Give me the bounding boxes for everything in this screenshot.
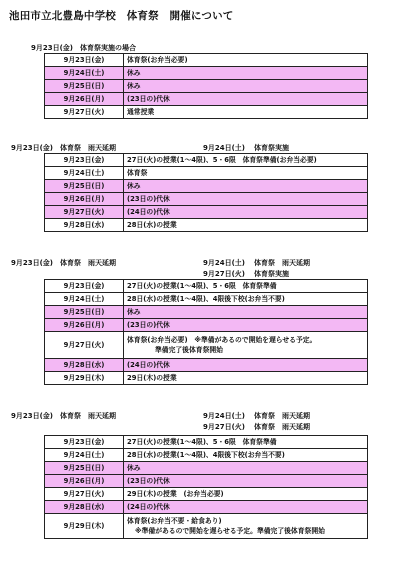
content-cell [124, 293, 368, 306]
table-row [45, 193, 368, 206]
table-row [45, 436, 368, 449]
content-cell [124, 488, 368, 501]
table-row [45, 219, 368, 232]
date-cell: 9月26日(月) [45, 93, 124, 106]
date-cell: 9月24日(土) [45, 167, 124, 180]
content-cell [124, 67, 368, 80]
table-row [45, 514, 368, 539]
section-heading-text: 9月24日(土) [203, 144, 246, 152]
table-row [45, 449, 368, 462]
schedule-table [44, 53, 368, 119]
table-row [45, 306, 368, 319]
table-row [45, 372, 368, 385]
date-cell: 9月26日(月) [45, 475, 124, 488]
section-heading-text: 9月23日(金) 体育祭 雨天延期 [11, 412, 117, 420]
content-text: 28日(水)の授業(1～4限)、4限後下校(お弁当不要) [127, 295, 285, 303]
content-cell [124, 167, 368, 180]
table-row [45, 462, 368, 475]
content-cell [124, 462, 368, 475]
date-cell: 9月27日(火) [45, 488, 124, 501]
section-heading-text: 体育祭 雨天延期 [254, 423, 310, 431]
content-text: 休み [127, 464, 141, 472]
content-text: 29日(木)の授業 [127, 374, 177, 382]
content-cell [124, 501, 368, 514]
date-cell: 9月25日(日) [45, 80, 124, 93]
table-row [45, 93, 368, 106]
table-row [45, 332, 368, 359]
content-text: 休み [127, 308, 141, 316]
content-cell [124, 80, 368, 93]
date-cell: 9月29日(木) [45, 514, 124, 539]
content-text-line2: ※準備があるので開始を遅らせる予定。準備完了後体育祭開始 [135, 527, 325, 535]
section-heading-text: 9月23日(金) 体育祭実施の場合 [31, 44, 137, 52]
content-text: 27日(火)の授業(1～4限)、5・6限 体育祭準備(お弁当必要) [127, 156, 317, 164]
date-cell: 9月25日(日) [45, 306, 124, 319]
table-row [45, 488, 368, 501]
date-cell: 9月23日(金) [45, 280, 124, 293]
content-cell [124, 93, 368, 106]
content-cell [124, 219, 368, 232]
content-text: (24日の)代休 [127, 208, 170, 216]
content-text: 体育祭(お弁当必要) [127, 56, 188, 64]
content-text: 体育祭(お弁当不要・給食あり) [127, 517, 222, 525]
table-row [45, 475, 368, 488]
section-heading-text: 9月27日(火) [203, 270, 246, 278]
table-row [45, 501, 368, 514]
table-row [45, 106, 368, 119]
content-text-line2: 準備完了後体育祭開始 [155, 346, 223, 354]
content-cell [124, 332, 368, 359]
content-text: (23日の)代休 [127, 477, 170, 485]
content-text: (23日の)代休 [127, 195, 170, 203]
section-heading-text: 9月23日(金) 体育祭 雨天延期 [11, 259, 117, 267]
content-text: 休み [127, 82, 141, 90]
document-title: 池田市立北豊島中学校 体育祭 開催について [9, 10, 234, 22]
content-cell [124, 319, 368, 332]
content-cell [124, 206, 368, 219]
section-heading-text: 9月24日(土) [203, 412, 246, 420]
table-row [45, 180, 368, 193]
schedule-table [44, 435, 368, 539]
content-text: 27日(火)の授業(1～4限)、5・6限 体育祭準備 [127, 282, 277, 290]
section-heading-text: 9月27日(火) [203, 423, 246, 431]
table-row [45, 80, 368, 93]
table-row [45, 359, 368, 372]
date-cell: 9月26日(月) [45, 319, 124, 332]
content-cell [124, 154, 368, 167]
schedule-table [44, 153, 368, 232]
table-row [45, 67, 368, 80]
content-text: (24日の)代休 [127, 361, 170, 369]
date-cell: 9月29日(木) [45, 372, 124, 385]
table-row [45, 293, 368, 306]
table-row [45, 280, 368, 293]
section-heading-text: 体育祭実施 [254, 270, 289, 278]
content-cell [124, 193, 368, 206]
date-cell: 9月23日(金) [45, 54, 124, 67]
date-cell: 9月23日(金) [45, 154, 124, 167]
date-cell: 9月24日(土) [45, 67, 124, 80]
content-text: 27日(火)の授業(1～4限)、5・6限 体育祭準備 [127, 438, 277, 446]
content-text: 体育祭 [127, 169, 148, 177]
section-heading-text: 9月24日(土) [203, 259, 246, 267]
table-row [45, 154, 368, 167]
content-text: (23日の)代休 [127, 95, 170, 103]
content-text: 28日(水)の授業(1～4限)、4限後下校(お弁当不要) [127, 451, 285, 459]
content-text: 通常授業 [127, 108, 155, 116]
content-text: (23日の)代休 [127, 321, 170, 329]
table-row [45, 319, 368, 332]
content-cell [124, 280, 368, 293]
table-row [45, 206, 368, 219]
date-cell: 9月28日(水) [45, 501, 124, 514]
content-text: (24日の)代休 [127, 503, 170, 511]
date-cell: 9月28日(水) [45, 219, 124, 232]
content-cell [124, 359, 368, 372]
date-cell: 9月23日(金) [45, 436, 124, 449]
content-cell [124, 436, 368, 449]
date-cell: 9月28日(水) [45, 359, 124, 372]
content-cell [124, 514, 368, 539]
date-cell: 9月26日(月) [45, 193, 124, 206]
content-text: 29日(木)の授業 (お弁当必要) [127, 490, 224, 498]
table-row [45, 54, 368, 67]
content-cell [124, 106, 368, 119]
date-cell: 9月27日(火) [45, 332, 124, 359]
table-row [45, 167, 368, 180]
content-cell [124, 449, 368, 462]
content-text: 休み [127, 69, 141, 77]
content-text: 体育祭(お弁当必要) ※準備があるので開始を遅らせる予定。 [127, 336, 317, 344]
content-cell [124, 372, 368, 385]
content-text: 休み [127, 182, 141, 190]
section-heading-text: 9月23日(金) 体育祭 雨天延期 [11, 144, 117, 152]
date-cell: 9月25日(日) [45, 462, 124, 475]
section-heading-text: 体育祭 雨天延期 [254, 412, 310, 420]
section-heading-text: 体育祭実施 [254, 144, 289, 152]
date-cell: 9月24日(土) [45, 293, 124, 306]
content-text: 28日(水)の授業 [127, 221, 177, 229]
date-cell: 9月27日(火) [45, 106, 124, 119]
date-cell: 9月27日(火) [45, 206, 124, 219]
content-cell [124, 306, 368, 319]
date-cell: 9月25日(日) [45, 180, 124, 193]
section-heading-text: 体育祭 雨天延期 [254, 259, 310, 267]
content-cell [124, 54, 368, 67]
content-cell [124, 180, 368, 193]
schedule-table [44, 279, 368, 385]
content-cell [124, 475, 368, 488]
date-cell: 9月24日(土) [45, 449, 124, 462]
